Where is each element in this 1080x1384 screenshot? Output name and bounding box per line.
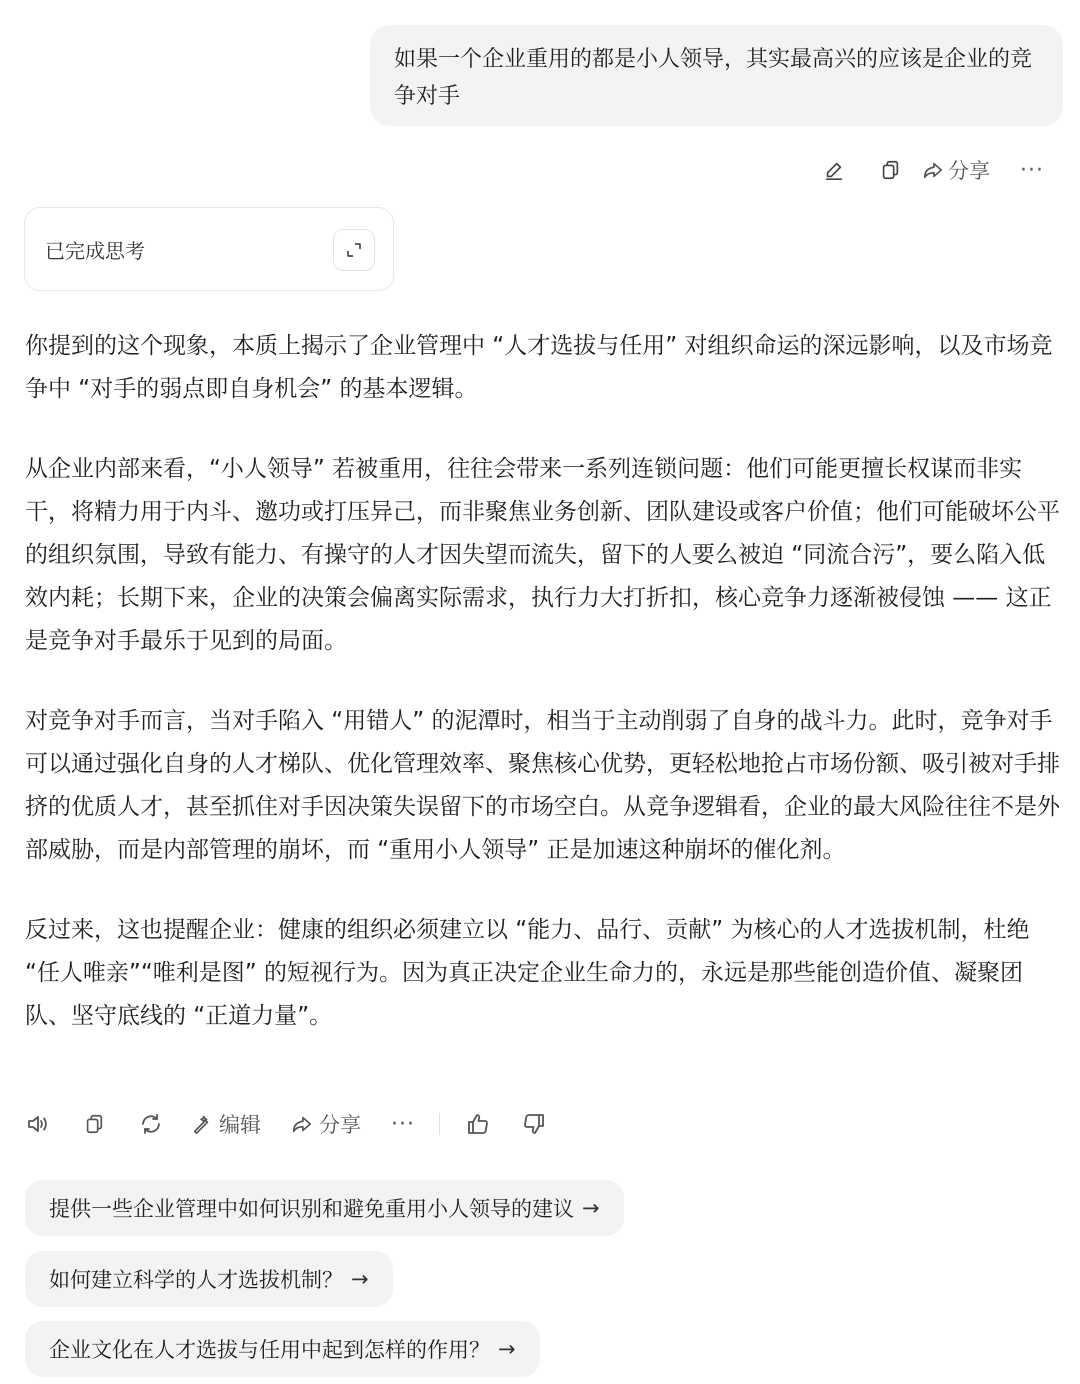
regenerate-button[interactable]: [139, 1104, 175, 1144]
share-answer-button[interactable]: [291, 1104, 361, 1144]
response-actions: [25, 1104, 558, 1144]
suggestion-chip[interactable]: [25, 1321, 540, 1377]
thumbs-down-icon: [522, 1112, 546, 1136]
suggestion-text: 提供一些企业管理中如何识别和避免重用小人领导的建议: [49, 1197, 574, 1221]
more-icon: ···: [1020, 157, 1044, 183]
like-button[interactable]: [466, 1104, 502, 1144]
user-message-text: 如果一个企业重用的都是小人领导，其实最高兴的应该是企业的竞争对手: [394, 47, 1033, 109]
more-options-button[interactable]: [391, 1104, 421, 1144]
suggestion-chip[interactable]: [25, 1180, 624, 1236]
thumbs-up-icon: [466, 1112, 490, 1136]
copy-icon: [83, 1113, 105, 1135]
edit-label: 编辑: [219, 1113, 261, 1137]
more-options-button[interactable]: [1014, 152, 1050, 188]
read-aloud-button[interactable]: [25, 1104, 61, 1144]
expand-thinking-button[interactable]: [333, 229, 375, 271]
suggestion-text: 如何建立科学的人才选拔机制？: [49, 1268, 343, 1292]
arrow-right-icon: →: [582, 1196, 600, 1220]
share-message-button[interactable]: [922, 152, 990, 188]
share-icon: [291, 1113, 313, 1135]
answer-paragraph: 从企业内部来看，“小人领导” 若被重用，往往会带来一系列连锁问题：他们可能更擅长权谋而非实干，将精力用于内斗、邀功或打压异己，而非聚焦业务创新、团队建设或客户价值；他们可能破坏公平的组织氛围，导致有能力、有操守的人才因失望而流失，留下的人要么被迫 “同流合污”，要么陷入低效内耗；长期下来，企业的决策会偏离实际需求，执行力大打折扣，核心竞争力逐渐被侵蚀 —— 这正是竞争对手最乐于见到的局面。: [25, 456, 1060, 654]
expand-icon: [345, 241, 363, 259]
arrow-right-icon: →: [351, 1267, 369, 1291]
copy-message-button[interactable]: [870, 152, 910, 188]
pencil-icon: [823, 159, 845, 181]
suggestion-chip[interactable]: [25, 1251, 393, 1307]
dislike-button[interactable]: [522, 1104, 558, 1144]
share-label: 分享: [948, 159, 990, 183]
edit-answer-button[interactable]: [191, 1104, 261, 1144]
answer-paragraph: 你提到的这个现象，本质上揭示了企业管理中 “人才选拔与任用” 对组织命运的深远影响，以及市场竞争中 “对手的弱点即自身机会” 的基本逻辑。: [25, 333, 1053, 402]
copy-answer-button[interactable]: [83, 1104, 119, 1144]
thinking-status-label: 已完成思考: [45, 239, 145, 263]
answer-paragraph: 反过来，这也提醒企业：健康的组织必须建立以 “能力、品行、贡献” 为核心的人才选拔机制，杜绝 “任人唯亲”“唯利是图” 的短视行为。因为真正决定企业生命力的，永远是那些能创造价值、凝聚团队、坚守底线的 “正道力量”。: [25, 917, 1030, 1029]
speaker-icon: [25, 1112, 49, 1136]
assistant-answer: [25, 325, 1065, 1075]
more-icon: ···: [391, 1111, 415, 1137]
share-label: 分享: [319, 1113, 361, 1137]
divider: [439, 1113, 440, 1135]
copy-icon: [879, 159, 901, 181]
suggestion-text: 企业文化在人才选拔与任用中起到怎样的作用？: [49, 1338, 490, 1362]
edit-message-button[interactable]: [814, 152, 854, 188]
refresh-icon: [139, 1112, 163, 1136]
thinking-status-card[interactable]: [24, 207, 394, 291]
share-icon: [922, 159, 944, 181]
user-message-bubble: [370, 25, 1063, 126]
user-message-actions: [814, 152, 1050, 188]
magic-edit-icon: [191, 1113, 213, 1135]
arrow-right-icon: →: [498, 1337, 516, 1361]
answer-paragraph: 对竞争对手而言，当对手陷入 “用错人” 的泥潭时，相当于主动削弱了自身的战斗力。此时，竞争对手可以通过强化自身的人才梯队、优化管理效率、聚焦核心优势，更轻松地抢占市场份额、吸引被对手排挤的优质人才，甚至抓住对手因决策失误留下的市场空白。从竞争逻辑看，企业的最大风险往往不是外部威胁，而是内部管理的崩坏，而 “重用小人领导” 正是加速这种崩坏的催化剂。: [25, 708, 1060, 863]
